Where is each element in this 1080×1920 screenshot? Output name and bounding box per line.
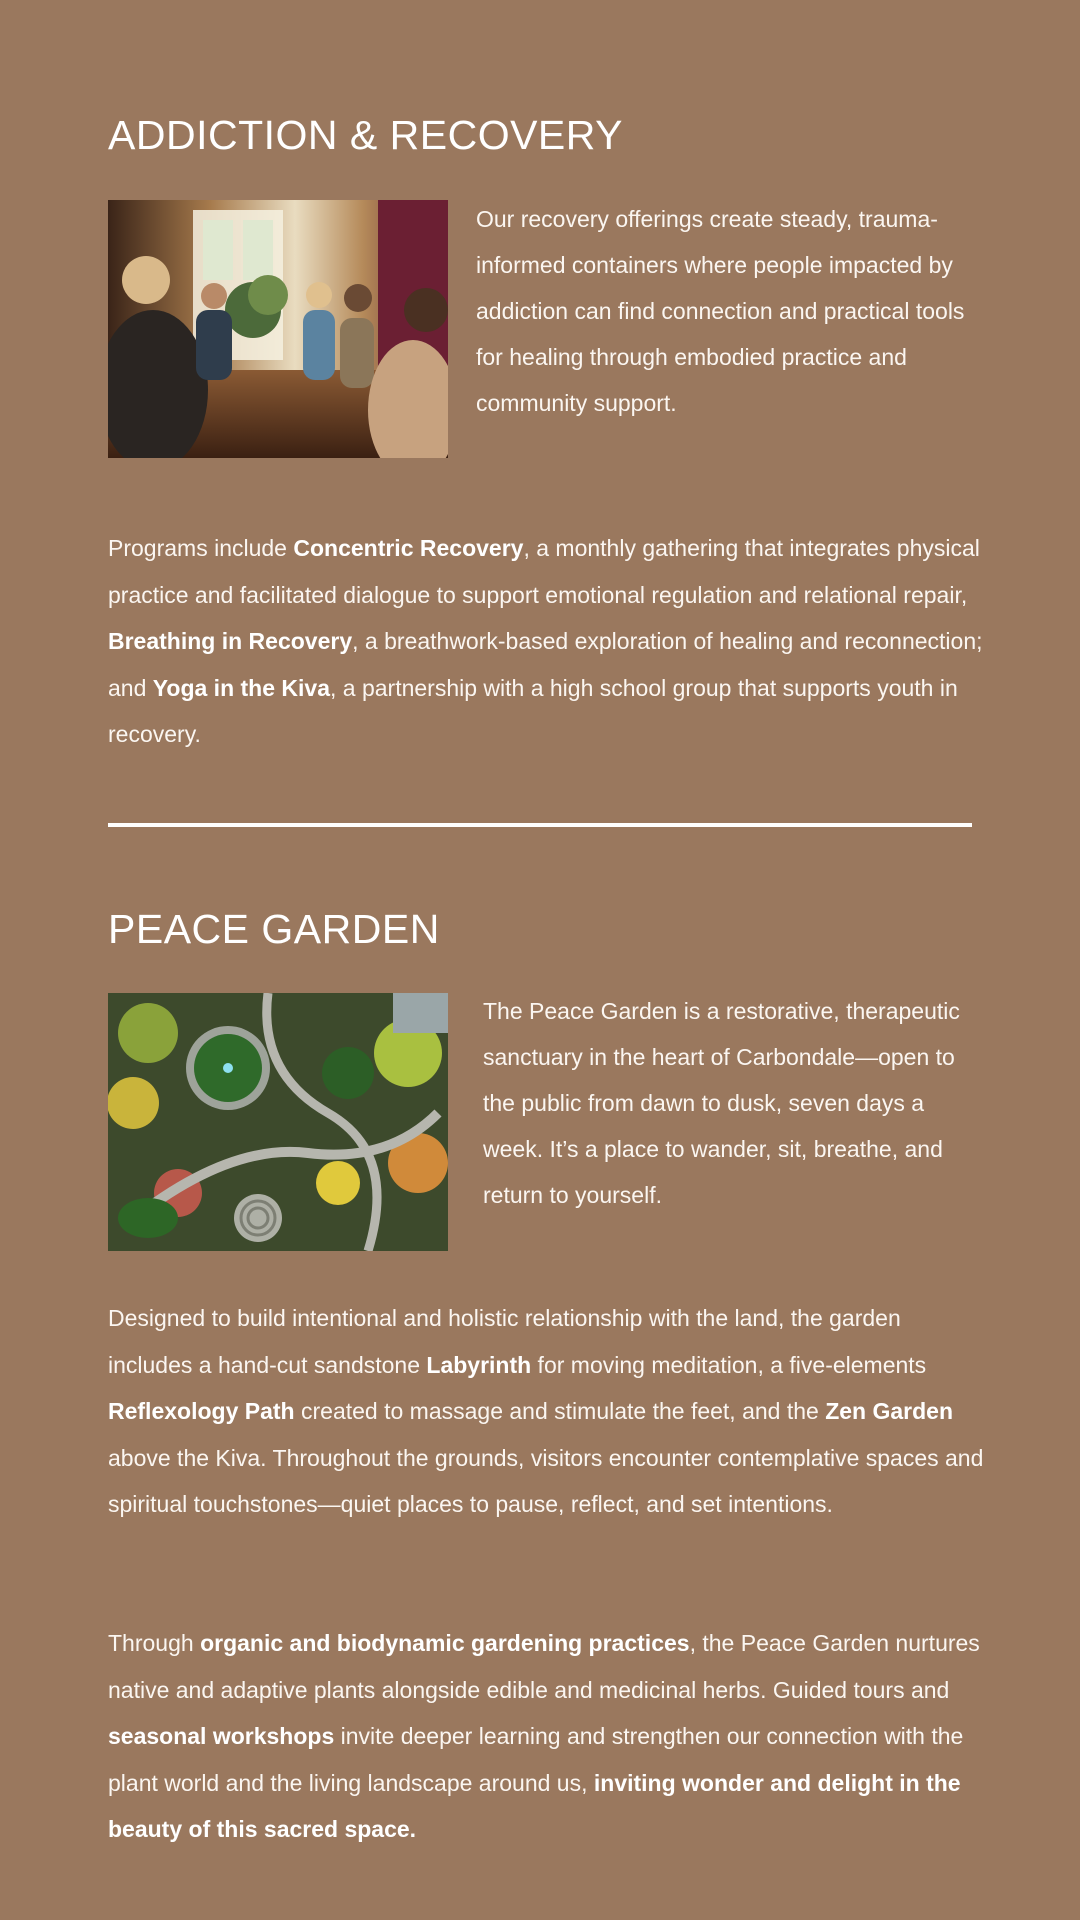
recovery-intro-text: Our recovery offerings create steady, trauma-informed containers where people impacted by addiction can find connection and practical tools for healing through embodied practice and community support.	[476, 206, 965, 416]
section-divider	[108, 823, 972, 827]
recovery-group-photo	[108, 200, 448, 458]
section-title-recovery: ADDICTION & RECOVERY	[108, 112, 623, 158]
peace-garden-aerial-photo	[108, 993, 448, 1251]
practice-seasonal-workshops: seasonal workshops	[108, 1723, 335, 1749]
program-concentric-recovery: Concentric Recovery	[293, 535, 524, 561]
program-yoga-in-the-kiva: Yoga in the Kiva	[152, 674, 330, 701]
program-breathing-in-recovery: Breathing in Recovery	[108, 628, 353, 654]
peace-garden-intro-text: The Peace Garden is a restorative, therapeutic sanctuary in the heart of Carbondale—open to the public from dawn to dusk, seven days a week. It’s a place to wander, sit, breathe, and return to yourself.	[483, 998, 960, 1208]
practice-wonder-and-delight: inviting wonder and delight in the beauty of this sacred space.	[108, 1769, 961, 1842]
section-title-peace-garden: PEACE GARDEN	[108, 906, 440, 952]
peace-garden-practices-paragraph: Through organic and biodynamic gardening practices, the Peace Garden nurtures native and adaptive plants alongside edible and medicinal herbs. Guided tours and seasonal workshops invite deeper learning and strengthen our connection with the plant world and the living landscape around us, inviting wonder and delight in the beauty of this sacred space.	[108, 1630, 980, 1842]
practice-organic-biodynamic: organic and biodynamic gardening practices	[200, 1630, 690, 1656]
peace-garden-design-paragraph: Designed to build intentional and holistic relationship with the land, the garden includes a hand-cut sandstone Labyrinth for moving meditation, a five-elements Reflexology Path created to massage and stimulate the feet, and the Zen Garden above the Kiva. Throughout the grounds, visitors encounter contemplative spaces and spiritual touchstones—quiet places to pause, reflect, and set intentions.	[108, 1305, 984, 1517]
feature-reflexology-path: Reflexology Path	[108, 1398, 295, 1424]
feature-zen-garden: Zen Garden	[825, 1398, 954, 1424]
feature-labyrinth: Labyrinth	[426, 1351, 532, 1378]
recovery-programs-paragraph: Programs include Concentric Recovery, a monthly gathering that integrates physical practice and facilitated dialogue to support emotional regulation and relational repair, Breathing in Recovery, a breathwork-based exploration of healing and reconnection; and Yoga in the Kiva, a partnership with a high school group that supports youth in recovery.	[108, 535, 983, 747]
